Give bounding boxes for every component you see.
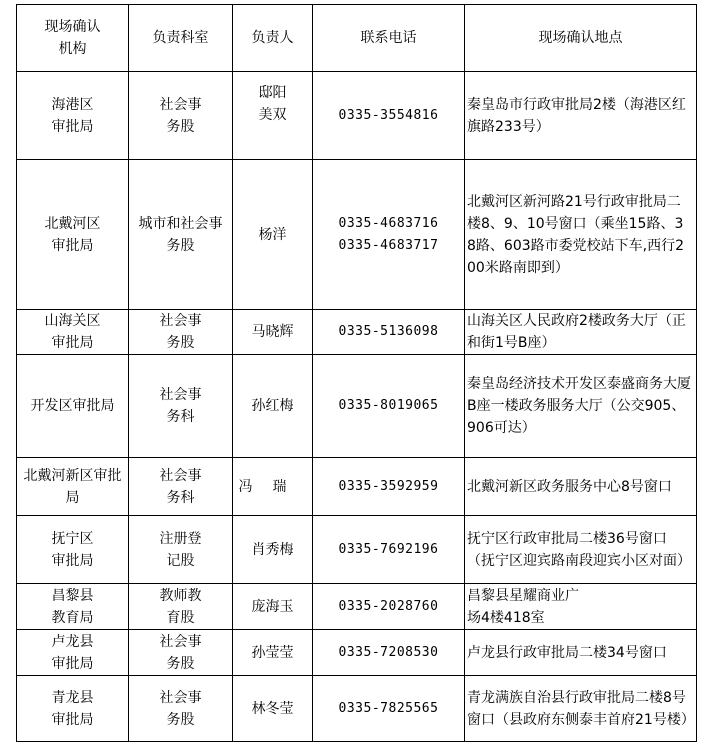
address-cell: 秦皇岛市行政审批局2楼（海港区红旗路233号） [465, 72, 697, 160]
table-row [17, 310, 697, 355]
confirmation-sites-table [16, 4, 697, 742]
header-person: 负责人 [233, 5, 313, 72]
person-cell: 肖秀梅 [233, 516, 313, 584]
person-cell: 杨洋 [233, 160, 313, 310]
table-row [17, 355, 697, 458]
dept-cell: 社会事务科 [129, 458, 233, 516]
dept-cell: 城市和社会事务股 [129, 160, 233, 310]
table-row [17, 458, 697, 516]
person-cell: 孙红梅 [233, 355, 313, 458]
person-cell: 冯瑞 [233, 458, 313, 516]
dept-cell: 社会事务股 [129, 310, 233, 355]
dept-cell: 教师教育股 [129, 584, 233, 630]
phone-cell: 0335-3592959 [313, 458, 465, 516]
table-row [17, 516, 697, 584]
dept-cell: 社会事务股 [129, 676, 233, 742]
org-cell: 北戴河区审批局 [17, 160, 129, 310]
dept-cell: 注册登记股 [129, 516, 233, 584]
person-cell: 庞海玉 [233, 584, 313, 630]
dept-cell: 社会事务股 [129, 630, 233, 676]
table-row [17, 72, 697, 160]
org-cell: 卢龙县审批局 [17, 630, 129, 676]
org-cell: 青龙县审批局 [17, 676, 129, 742]
table-row [17, 584, 697, 630]
org-cell: 抚宁区审批局 [17, 516, 129, 584]
org-cell: 北戴河新区审批局 [17, 458, 129, 516]
org-cell: 海港区审批局 [17, 72, 129, 160]
dept-cell: 社会事务科 [129, 355, 233, 458]
org-cell: 开发区审批局 [17, 355, 129, 458]
person-cell: 马晓辉 [233, 310, 313, 355]
person-cell: 林冬莹 [233, 676, 313, 742]
person-cell: 邸阳美双 [233, 72, 313, 160]
phone-cell: 0335-7208530 [313, 630, 465, 676]
address-cell: 山海关区人民政府2楼政务大厅（正和街1号B座） [465, 310, 697, 355]
table-row [17, 160, 697, 310]
address-cell: 北戴河新区政务服务中心8号窗口 [465, 458, 697, 516]
phone-cell: 0335-7692196 [313, 516, 465, 584]
phone-cell: 0335-7825565 [313, 676, 465, 742]
address-cell: 北戴河区新河路21号行政审批局二楼8、9、10号窗口（乘坐15路、38路、603路市委党校站下车,西行200米路南即到） [465, 160, 697, 310]
address-cell: 秦皇岛经济技术开发区泰盛商务大厦B座一楼政务服务大厅（公交905、906可达） [465, 355, 697, 458]
dept-cell: 社会事务股 [129, 72, 233, 160]
table-row [17, 630, 697, 676]
phone-cell: 0335-8019065 [313, 355, 465, 458]
phone-cell: 0335-4683716 0335-4683717 [313, 160, 465, 310]
header-org: 现场确认机构 [17, 5, 129, 72]
address-cell: 抚宁区行政审批局二楼36号窗口（抚宁区迎宾路南段迎宾小区对面） [465, 516, 697, 584]
header-phone: 联系电话 [313, 5, 465, 72]
phone-cell: 0335-2028760 [313, 584, 465, 630]
address-cell: 青龙满族自治县行政审批局二楼8号窗口（县政府东侧泰丰首府21号楼） [465, 676, 697, 742]
org-cell: 昌黎县教育局 [17, 584, 129, 630]
header-row [17, 5, 697, 72]
header-address: 现场确认地点 [465, 5, 697, 72]
person-cell: 孙莹莹 [233, 630, 313, 676]
header-dept: 负责科室 [129, 5, 233, 72]
phone-cell: 0335-5136098 [313, 310, 465, 355]
table-row [17, 676, 697, 742]
address-cell: 昌黎县星耀商业广场4楼418室 [465, 584, 697, 630]
org-cell: 山海关区审批局 [17, 310, 129, 355]
address-cell: 卢龙县行政审批局二楼34号窗口 [465, 630, 697, 676]
phone-cell: 0335-3554816 [313, 72, 465, 160]
